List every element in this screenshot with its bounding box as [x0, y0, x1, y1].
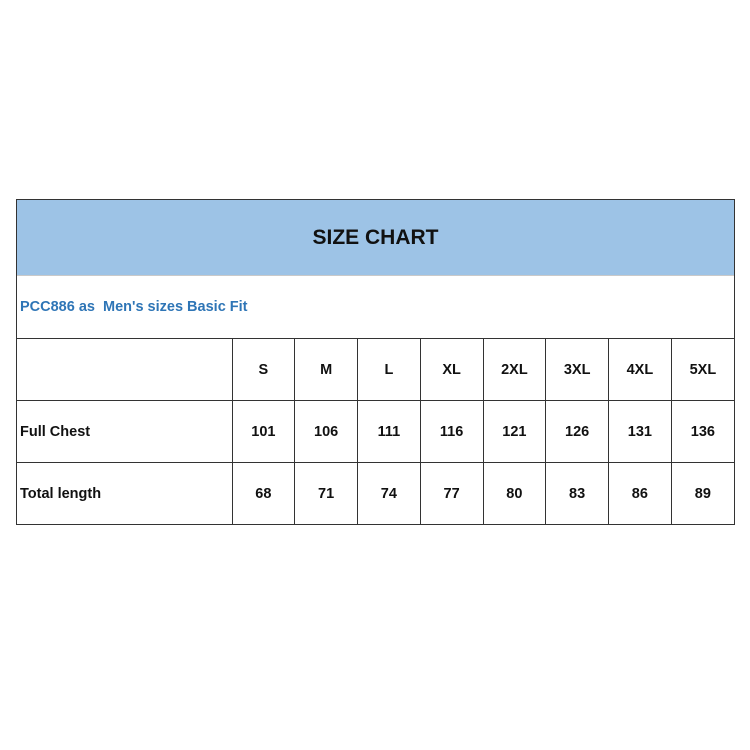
table-cell: 101: [232, 401, 295, 463]
table-row-full-chest: [17, 401, 734, 463]
size-chart: [16, 199, 735, 525]
header-cell-corner: [17, 339, 232, 401]
table-cell: 116: [420, 401, 483, 463]
table-cell: 106: [295, 401, 358, 463]
row-label: Full Chest: [17, 401, 232, 463]
table-cell: 71: [295, 463, 358, 525]
table-cell: 80: [483, 463, 546, 525]
header-cell-5xl: 5XL: [671, 339, 734, 401]
header-row: [17, 339, 734, 401]
table-cell: 68: [232, 463, 295, 525]
header-cell-s: S: [232, 339, 295, 401]
table-cell: 136: [671, 401, 734, 463]
chart-subtitle: PCC886 as Men's sizes Basic Fit: [20, 299, 248, 315]
table-cell: 89: [671, 463, 734, 525]
header-cell-3xl: 3XL: [546, 339, 609, 401]
chart-title: SIZE CHART: [312, 225, 439, 249]
table-cell: 121: [483, 401, 546, 463]
header-cell-m: M: [295, 339, 358, 401]
table-row-total-length: [17, 463, 734, 525]
header-cell-l: L: [358, 339, 421, 401]
size-table: [17, 339, 734, 524]
title-band: [17, 200, 734, 276]
table-cell: 111: [358, 401, 421, 463]
header-cell-2xl: 2XL: [483, 339, 546, 401]
row-label: Total length: [17, 463, 232, 525]
table-cell: 86: [609, 463, 672, 525]
table-cell: 83: [546, 463, 609, 525]
table-cell: 77: [420, 463, 483, 525]
table-cell: 126: [546, 401, 609, 463]
header-cell-xl: XL: [420, 339, 483, 401]
subtitle-row: [17, 276, 734, 339]
header-cell-4xl: 4XL: [609, 339, 672, 401]
table-cell: 74: [358, 463, 421, 525]
table-cell: 131: [609, 401, 672, 463]
